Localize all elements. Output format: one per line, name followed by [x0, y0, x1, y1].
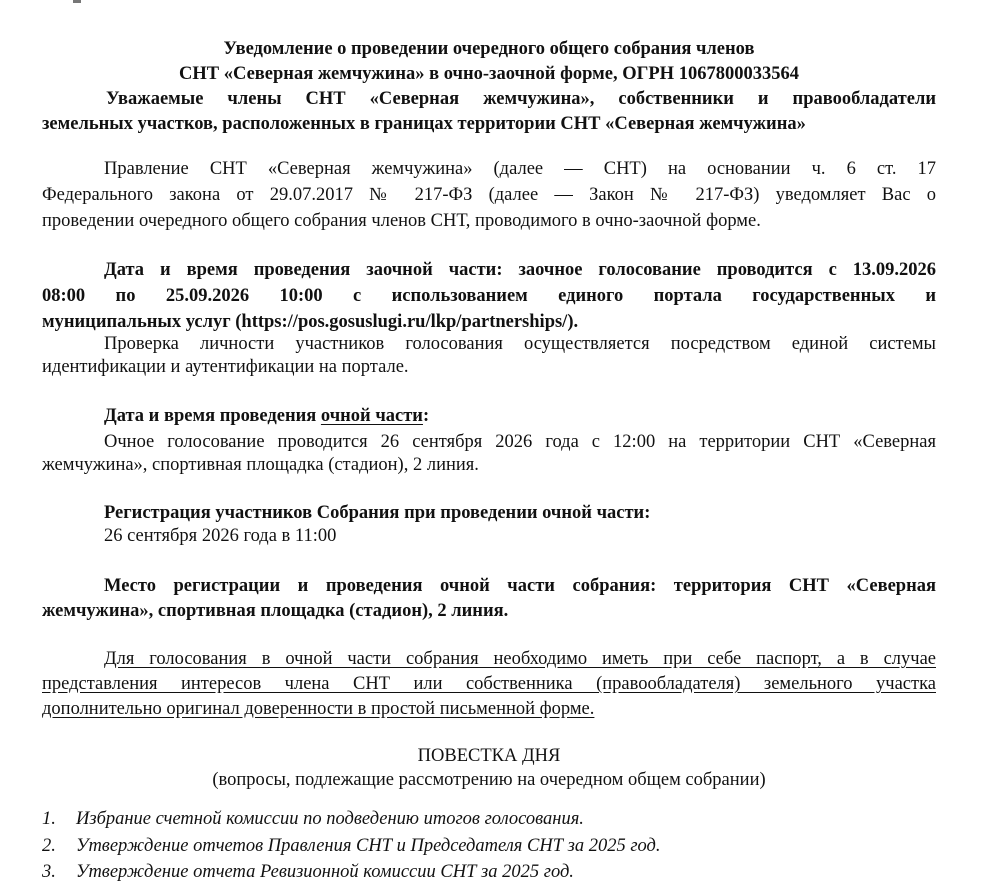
greeting-line-2: земельных участков, расположенных в границах территории СНТ «Северная жемчужина»	[42, 114, 806, 134]
scan-mark	[73, 0, 81, 3]
agenda-item-number: 1.	[42, 809, 56, 829]
verification-note-line-2: идентификации и аутентификации на портале.	[42, 357, 409, 377]
registration-time: 26 сентября 2026 года в 11:00	[104, 526, 337, 546]
intro-line-1: Правление СНТ «Северная жемчужина» (далее — СНТ) на основании ч. 6 ст. 17	[104, 159, 936, 179]
venue-line-1: Место регистрации и проведения очной части собрания: территория СНТ «Северная	[104, 576, 936, 596]
verification-note-line-1: Проверка личности участников голосования осуществляется посредством единой системы	[104, 334, 936, 354]
agenda-item	[42, 859, 936, 885]
agenda-item-text: Утверждение отчета Ревизионной комиссии СНТ за 2025 год.	[76, 862, 574, 882]
agenda-item-number: 2.	[42, 836, 56, 856]
agenda-item-text: Избрание счетной комиссии по подведению итогов голосования.	[76, 809, 584, 829]
intro-line-2: Федерального закона от 29.07.2017 № 217-ФЗ (далее — Закон № 217-ФЗ) уведомляет Вас о	[42, 185, 936, 205]
venue-line-2: жемчужина», спортивная площадка (стадион), 2 линия.	[42, 601, 509, 621]
greeting-line-1: Уважаемые члены СНТ «Северная жемчужина», собственники и правообладатели	[106, 89, 936, 109]
absentee-line-1: Дата и время проведения заочной части: заочное голосование проводится с 13.09.2026	[104, 260, 936, 280]
intro-line-3: проведении очередного общего собрания членов СНТ, проводимого в очно-заочной форме.	[42, 211, 761, 231]
agenda-title: ПОВЕСТКА ДНЯ	[417, 746, 561, 766]
registration-heading: Регистрация участников Собрания при проведении очной части:	[104, 503, 651, 523]
passport-notice-line-2: представления интересов члена СНТ или собственника (правообладателя) земельного участка	[42, 674, 936, 694]
inperson-heading-prefix: Дата и время проведения	[104, 406, 321, 426]
agenda-item	[42, 833, 936, 859]
inperson-line-2: жемчужина», спортивная площадка (стадион), 2 линия.	[42, 455, 479, 475]
absentee-line-2: 08:00 по 25.09.2026 10:00 с использованием единого портала государственных и	[42, 286, 936, 306]
inperson-heading-underlined: очной части	[320, 406, 423, 426]
agenda-item	[42, 806, 936, 832]
notice-title-line-1: Уведомление о проведении очередного общего собрания членов	[223, 39, 755, 59]
notice-title-line-2: СНТ «Северная жемчужина» в очно-заочной форме, ОГРН 1067800033564	[179, 64, 799, 84]
absentee-line-3: муниципальных услуг (https://pos.gosuslugi.ru/lkp/partnerships/).	[42, 312, 579, 332]
inperson-line-1: Очное голосование проводится 26 сентября 2026 года с 12:00 на территории СНТ «Северная	[104, 432, 936, 452]
inperson-heading-suffix: :	[422, 406, 430, 426]
passport-notice-line-3: дополнительно оригинал доверенности в простой письменной форме.	[42, 699, 595, 719]
passport-notice-line-1: Для голосования в очной части собрания необходимо иметь при себе паспорт, а в случае	[104, 649, 936, 669]
inperson-heading	[104, 403, 936, 429]
agenda-subtitle: (вопросы, подлежащие рассмотрению на очередном общем собрании)	[212, 770, 766, 790]
agenda-item-text: Утверждение отчетов Правления СНТ и Председателя СНТ за 2025 год.	[76, 836, 661, 856]
agenda-item-number: 3.	[42, 862, 56, 882]
